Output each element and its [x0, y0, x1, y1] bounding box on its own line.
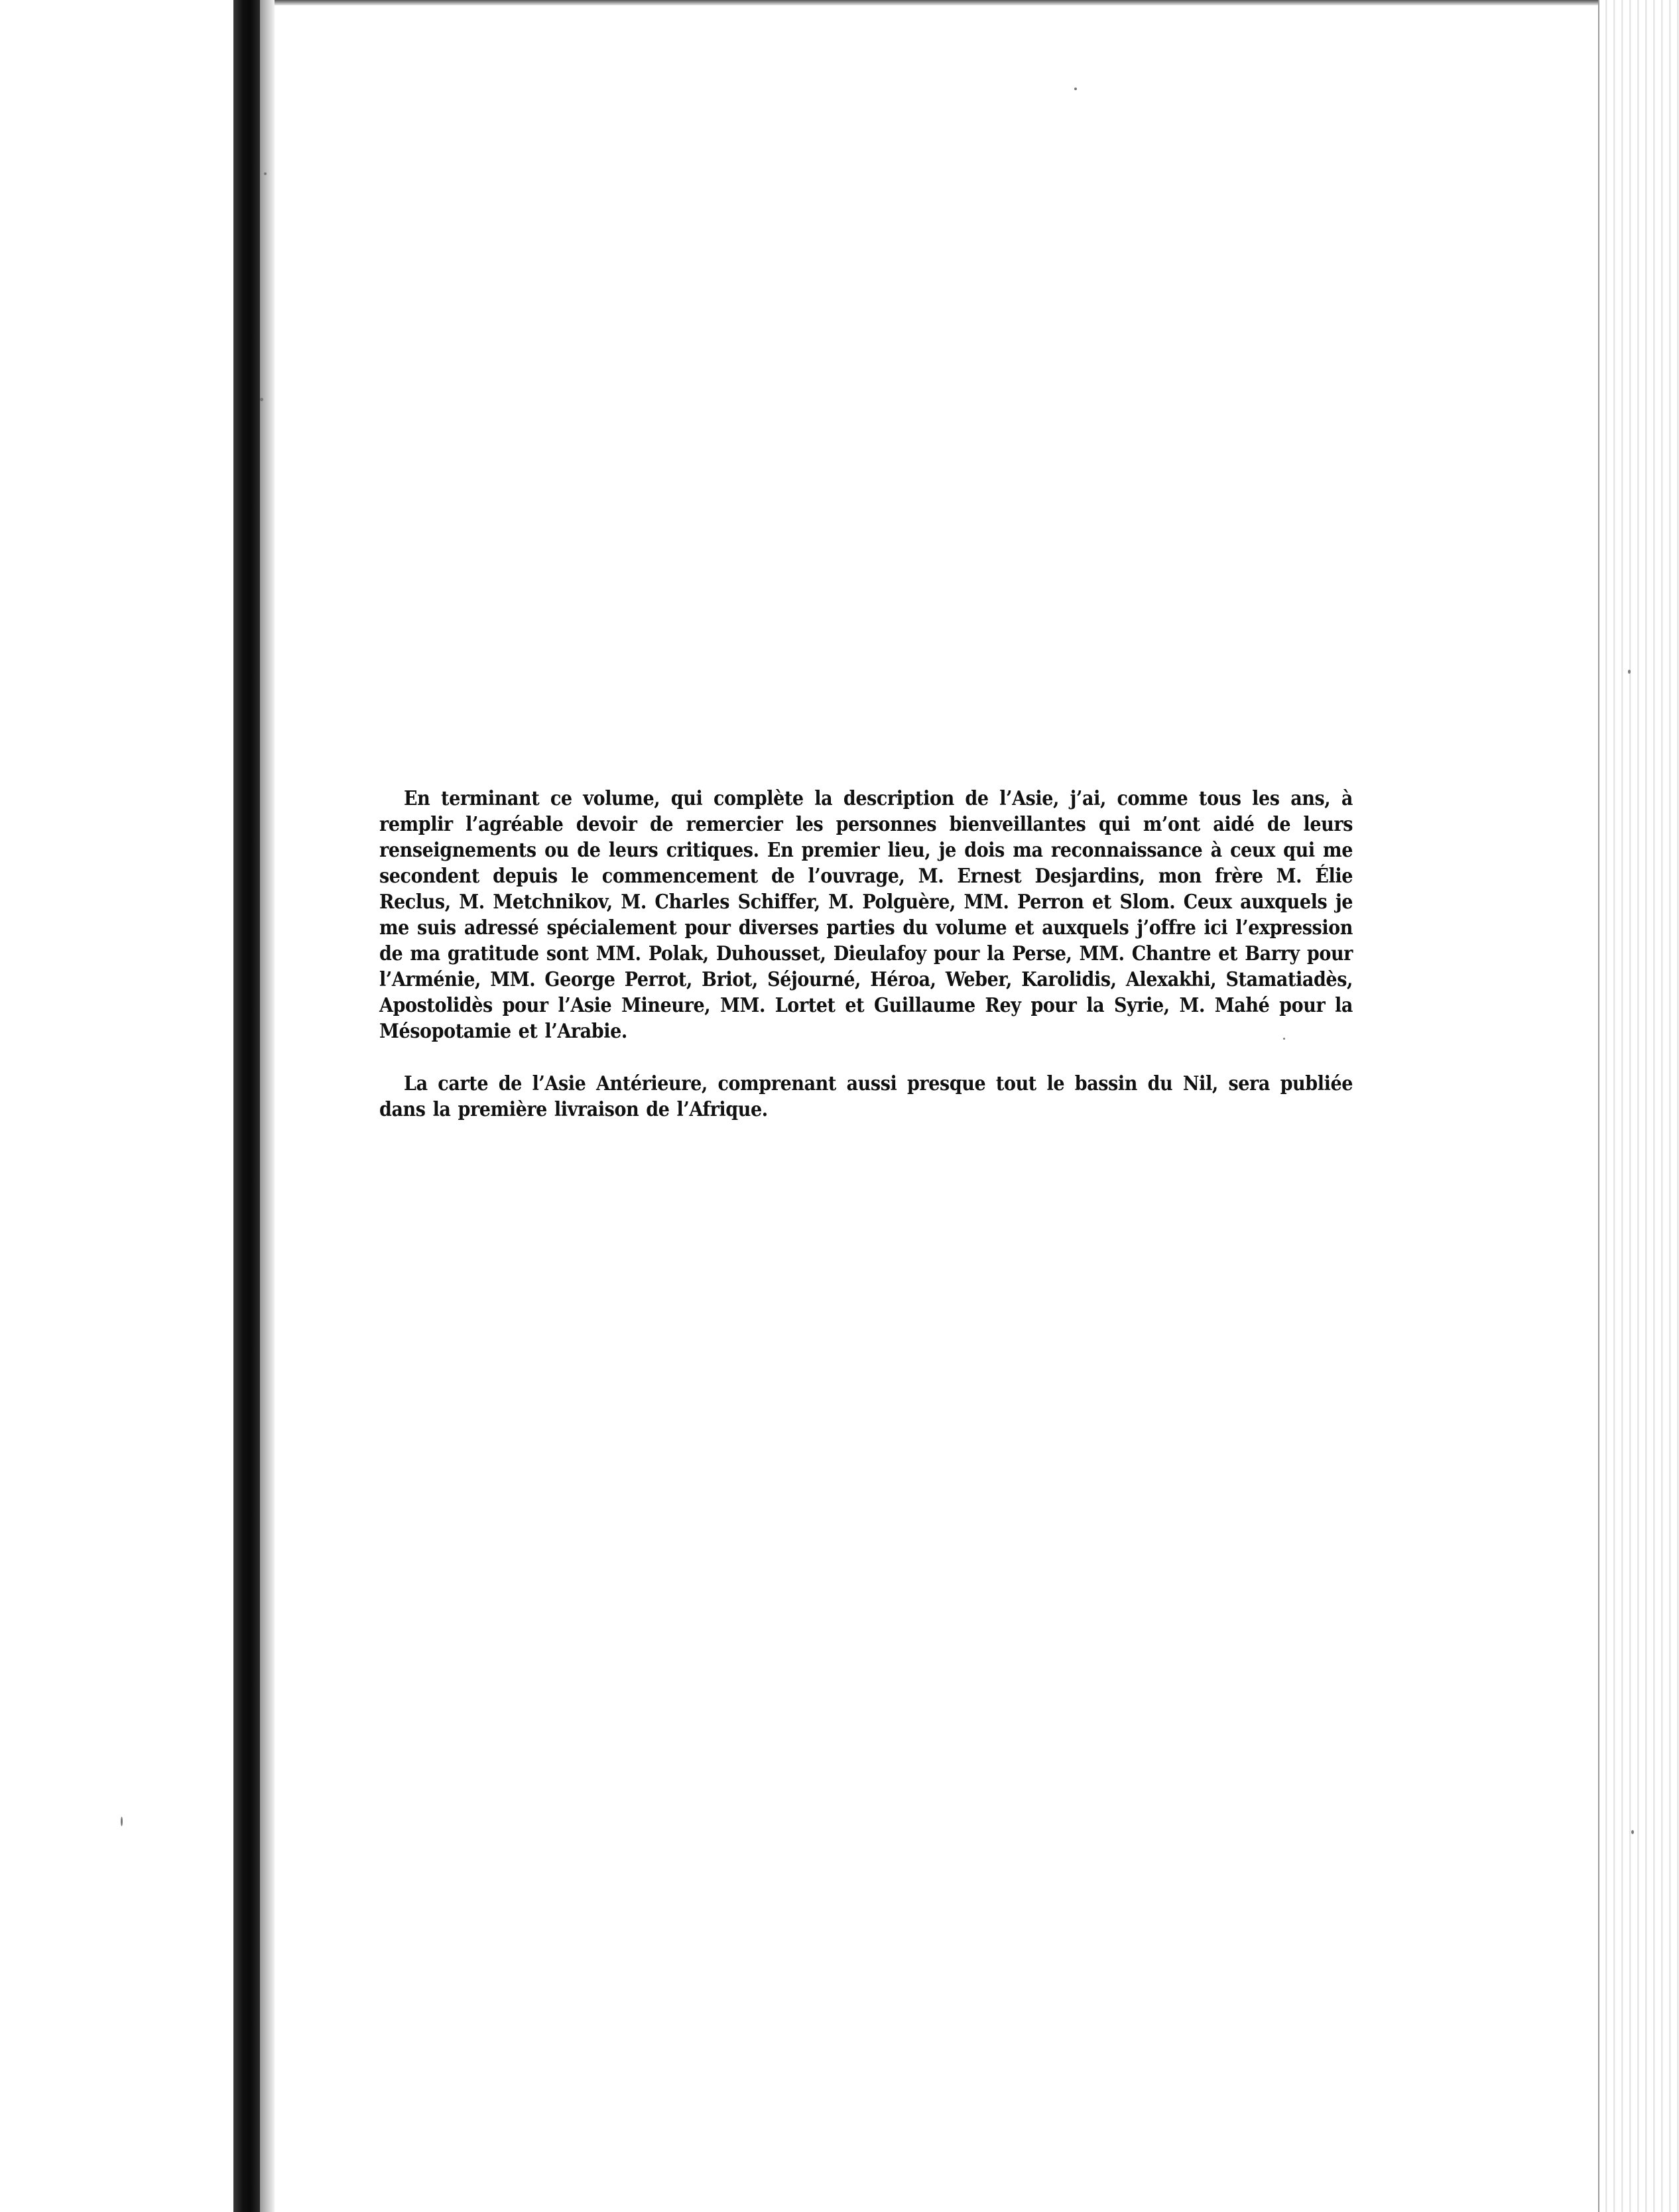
gutter-shadow [260, 0, 275, 2212]
left-page-blank [0, 0, 232, 2212]
preface-text [379, 786, 1353, 1123]
scan-speck [260, 398, 263, 401]
scan-speck [1074, 88, 1077, 90]
paragraph-acknowledgements: En terminant ce volume, qui complète la description de l’Asie, j’ai, comme tous les ans, à remplir l’agréable devoir de remercier les personnes bienveillantes qui m’ont aidé de leurs renseignements ou de leurs critiques. En premier lieu, je dois ma reconnaissance à ceux qui me secondent depuis le commencement de l’ouvrage, M. Ernest Desjardins, mon frère M. Élie Reclus, M. Metchnikov, M. Charles Schiffer, M. Polguère, MM. Perron et Slom. Ceux auxquels je me suis adressé spécialement pour diverses parties du volume et auxquels j’offre ici l’expression de ma gratitude sont MM. Polak, Duhousset, Dieulafoy pour la Perse, MM. Chantre et Barry pour l’Arménie, MM. George Perrot, Briot, Séjourné, Héroa, Weber, Karolidis, Alexakhi, Stamatiadès, Apostolidès pour l’Asie Mineure, MM. Lortet et Guillaume Rey pour la Syrie, M. Mahé pour la Mésopotamie et l’Arabie. [379, 787, 1353, 1043]
scan-speck [121, 1817, 123, 1826]
scan-speck [264, 172, 267, 175]
paragraph-map-note: La carte de l’Asie Antérieure, comprenant aussi presque tout le bassin du Nil, sera publiée dans la première livraison de l’Afrique. [379, 1072, 1353, 1121]
page-top-edge [275, 0, 1634, 5]
book-gutter [233, 0, 260, 2212]
scan-speck [1631, 1830, 1634, 1834]
stacked-page-edges [1599, 0, 1679, 2212]
scan-speck [1628, 670, 1631, 674]
